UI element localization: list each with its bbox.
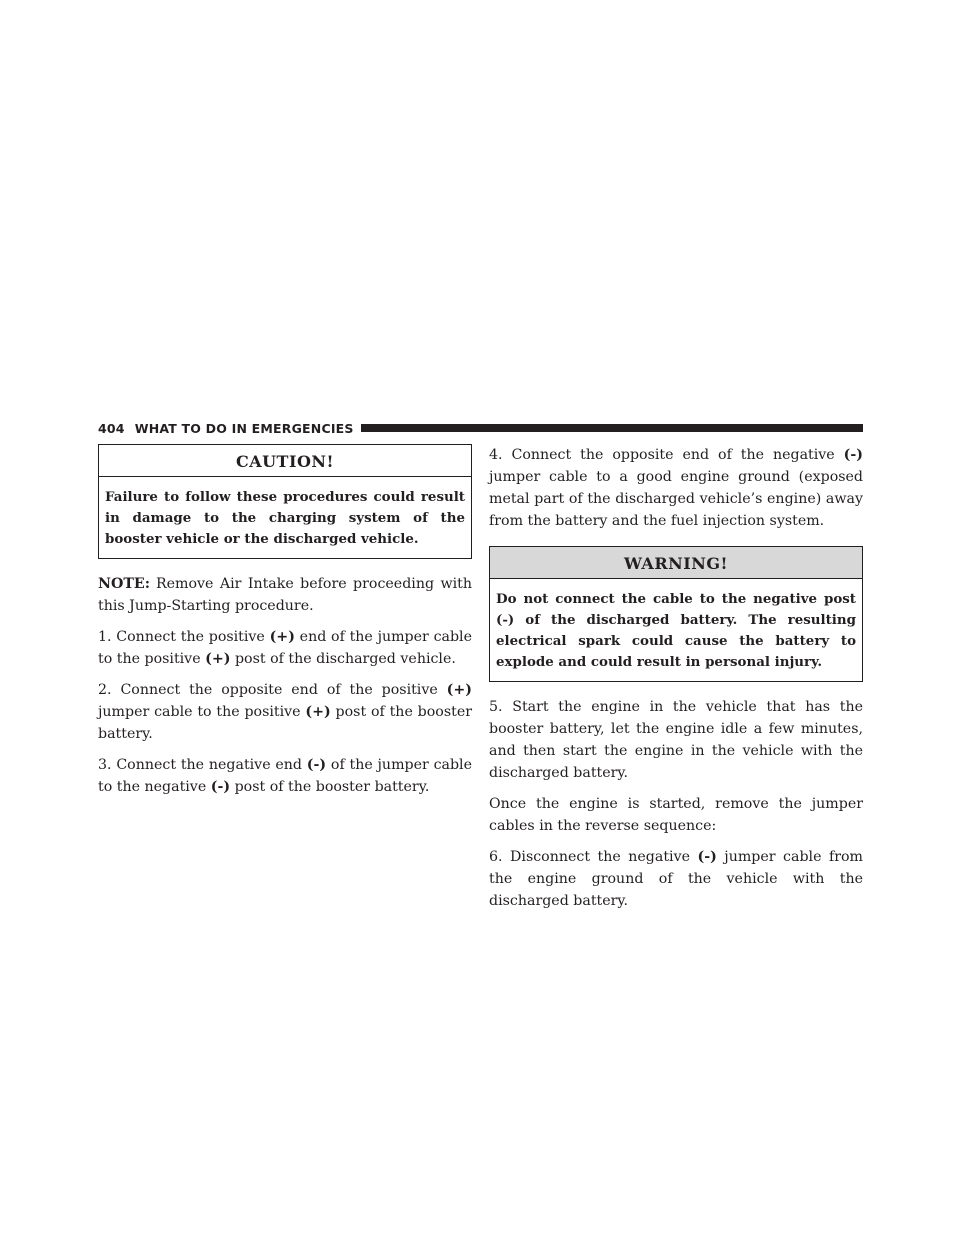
note-paragraph [98, 573, 472, 617]
step-text: 1. Connect the positive [98, 629, 270, 645]
polarity-symbol: (+) [205, 651, 231, 667]
step-text: jumper cable to a good engine ground (exposed metal part of the discharged vehicle’s engine) away from the battery and the fuel injection system. [489, 469, 863, 529]
polarity-symbol: (+) [446, 682, 472, 698]
step-6 [489, 846, 863, 912]
note-label: NOTE: [98, 576, 150, 592]
step-text: post of the booster battery. [230, 779, 430, 795]
step-text: 2. Connect the opposite end of the positive [98, 682, 447, 698]
caution-body: Failure to follow these procedures could result in damage to the charging system of the booster vehicle or the discharged vehicle. [105, 489, 465, 547]
step-text: 5. Start the engine in the vehicle that has the booster battery, let the engine idle a few minutes, and then start the engine in the vehicle with the discharged battery. [489, 699, 863, 781]
step-text: 4. Connect the opposite end of the negative [489, 447, 844, 463]
warning-title: WARNING! [490, 547, 862, 579]
step-text: post of the discharged vehicle. [230, 651, 456, 667]
step-5 [489, 696, 863, 784]
polarity-symbol: (+) [269, 629, 295, 645]
step-4 [489, 444, 863, 532]
polarity-symbol: (-) [210, 779, 231, 795]
right-column [489, 444, 863, 921]
warning-box [489, 546, 863, 682]
warning-body: Do not connect the cable to the negative post (-) of the discharged battery. The resulting electrical spark could cause the battery to explode and could result in personal injury. [496, 591, 856, 670]
polarity-symbol: (+) [305, 704, 331, 720]
note-text: Remove Air Intake before proceeding with this Jump-Starting procedure. [98, 576, 472, 614]
step-text: of the jumper cable to the negative [98, 757, 472, 795]
header-rule [361, 424, 863, 432]
section-title: WHAT TO DO IN EMERGENCIES [134, 420, 354, 436]
page-header [98, 418, 863, 438]
page-number: 404 [98, 420, 125, 436]
step-text: jumper cable from the engine ground of the vehicle with the discharged battery. [489, 849, 863, 909]
caution-title: CAUTION! [99, 445, 471, 477]
caution-box [98, 444, 472, 559]
step-2 [98, 679, 472, 745]
polarity-symbol: (-) [697, 849, 717, 865]
step-text: 3. Connect the negative end [98, 757, 307, 773]
step-1 [98, 626, 472, 670]
step-3 [98, 754, 472, 798]
step-text: jumper cable to the positive [98, 704, 306, 720]
step-text: end of the jumper cable to the positive [98, 629, 472, 667]
step-text: 6. Disconnect the negative [489, 849, 698, 865]
step-text: post of the booster battery. [98, 704, 472, 742]
reverse-sequence-paragraph: Once the engine is started, remove the jumper cables in the reverse sequence: [489, 796, 863, 834]
polarity-symbol: (-) [306, 757, 327, 773]
polarity-symbol: (-) [843, 447, 863, 463]
left-column [98, 444, 472, 807]
